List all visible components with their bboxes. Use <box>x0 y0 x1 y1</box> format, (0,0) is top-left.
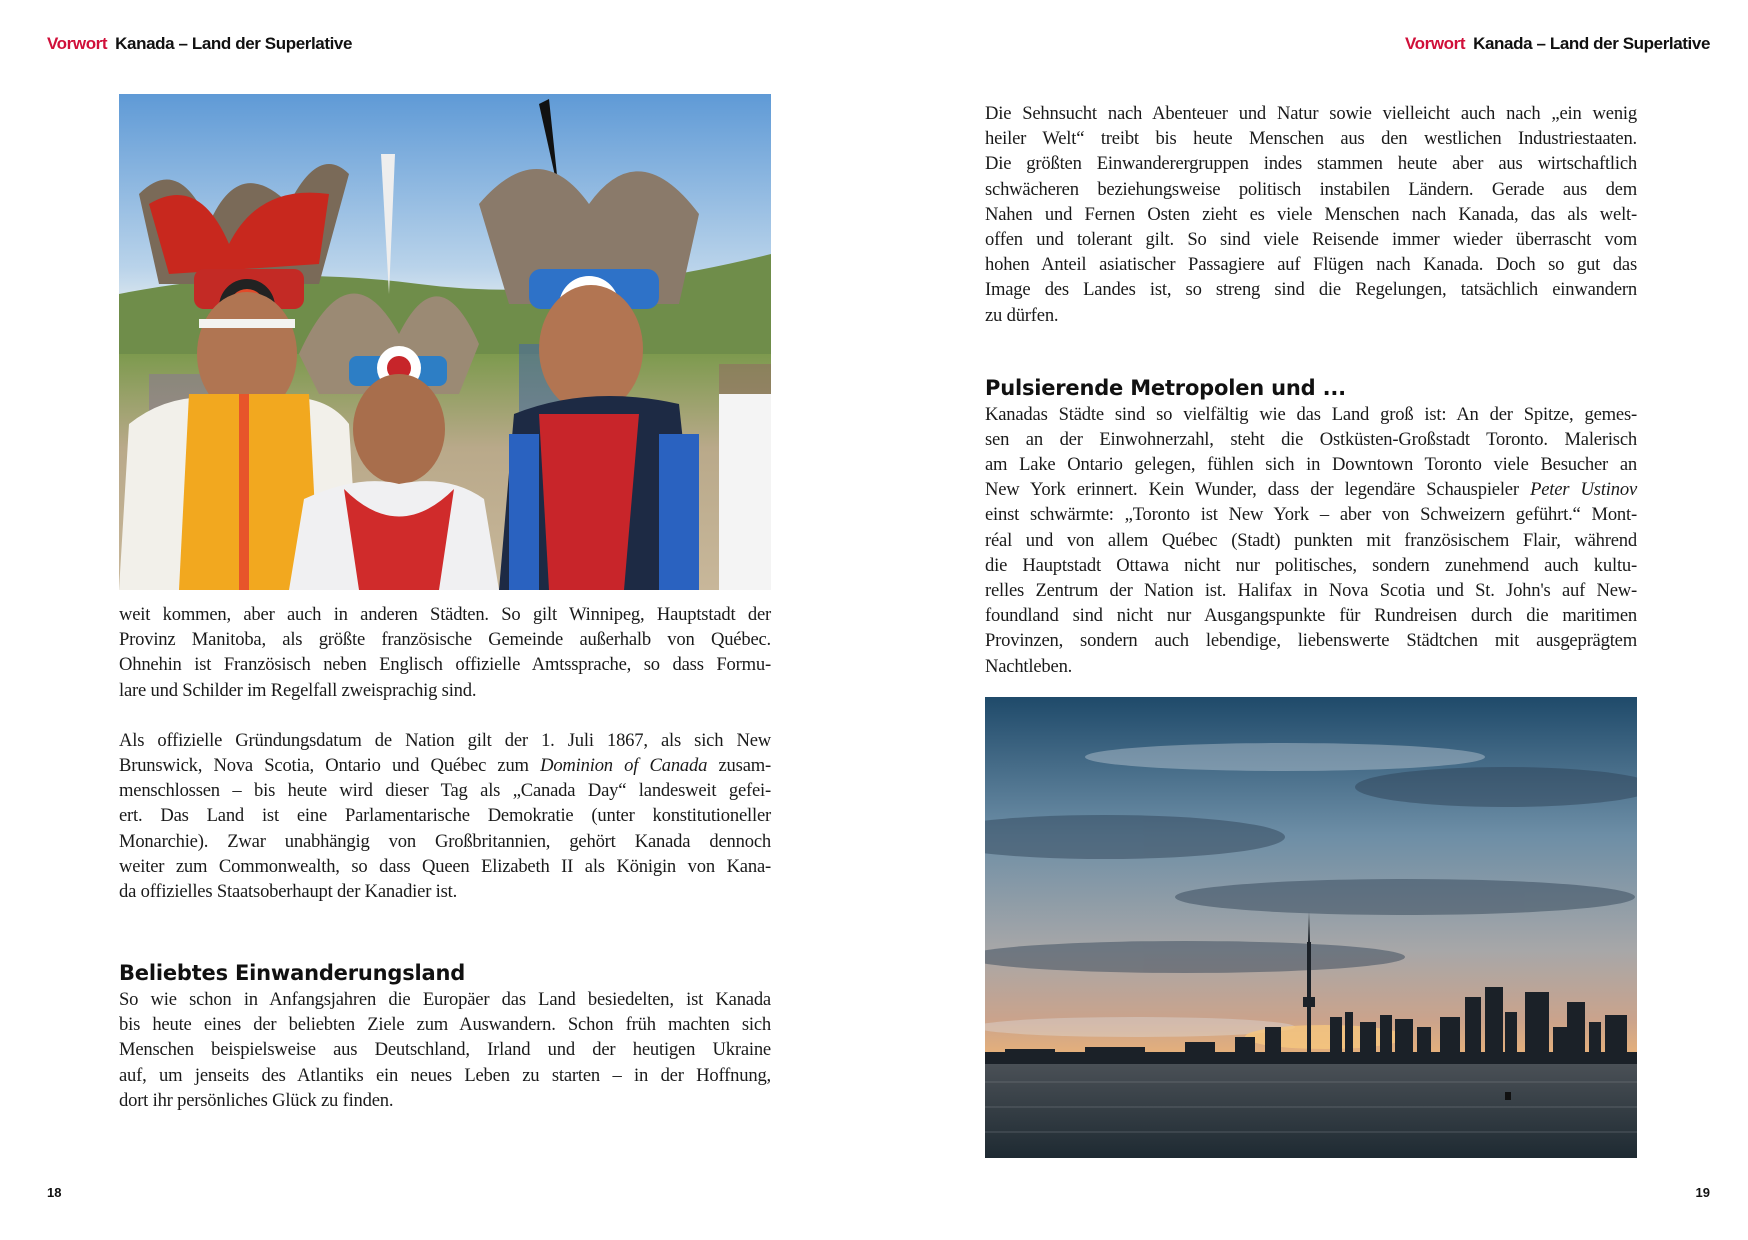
text-line <box>119 627 771 652</box>
text-line <box>119 778 771 803</box>
left-text-column <box>119 602 771 1113</box>
header-title: Kanada – Land der Superlative <box>1473 34 1710 53</box>
text-segment: zu dürfen. <box>985 304 1059 326</box>
text-line <box>119 1088 771 1113</box>
text-segment: schwächeren beziehungsweise politisch instabilen Ländern. Gerade aus dem <box>985 178 1637 200</box>
text-line <box>119 678 771 703</box>
text-line <box>119 854 771 879</box>
text-line <box>119 1063 771 1088</box>
text-line <box>985 528 1637 553</box>
text-line <box>985 402 1637 427</box>
paragraph <box>985 402 1637 679</box>
text-line <box>119 652 771 677</box>
text-line <box>985 101 1637 126</box>
text-segment: dort ihr persönliches Glück zu finden. <box>119 1089 394 1111</box>
text-segment: weiter zum Commonwealth, so dass Queen Elizabeth II als Königin von Kana- <box>119 855 771 877</box>
text-line <box>985 502 1637 527</box>
text-segment: réal und von allem Québec (Stadt) punkten mit französischem Flair, während <box>985 529 1637 551</box>
running-header-left <box>47 34 352 54</box>
paragraph <box>985 101 1637 328</box>
text-segment: New York erinnert. Kein Wunder, dass der legendäre Schauspieler <box>985 479 1531 501</box>
page-number-right: 19 <box>1695 1185 1710 1200</box>
running-header-right <box>1405 34 1710 54</box>
section-heading: Beliebtes Einwanderungsland <box>119 961 466 986</box>
text-segment: hohen Anteil asiatischer Passagiere auf Flügen nach Kanada. Doch so gut das <box>985 254 1637 276</box>
text-line <box>119 728 771 753</box>
text-segment: am Lake Ontario gelegen, fühlen sich in Downtown Toronto viele Besucher an <box>985 454 1637 476</box>
text-segment: menschlossen – bis heute wird dieser Tag als „Canada Day“ landesweit gefei- <box>119 780 771 802</box>
text-line <box>119 987 771 1012</box>
right-text-column <box>985 101 1637 679</box>
header-title: Kanada – Land der Superlative <box>115 34 353 53</box>
text-line <box>119 602 771 627</box>
text-segment: Nachtleben. <box>985 655 1073 677</box>
text-line <box>985 252 1637 277</box>
text-segment: da offizielles Staatsoberhaupt der Kanadier ist. <box>119 880 458 902</box>
text-segment: Kanadas Städte sind so vielfältig wie das Land groß ist: An der Spitze, gemes- <box>985 403 1637 425</box>
text-line <box>119 753 771 778</box>
text-line <box>119 879 771 904</box>
text-segment: ert. Das Land ist eine Parlamentarische Demokratie (unter konstitutioneller <box>119 805 771 827</box>
text-line <box>985 578 1637 603</box>
text-segment: Provinz Manitoba, als größte französische Gemeinde außerhalb von Québec. <box>119 629 771 651</box>
text-line <box>119 1037 771 1062</box>
text-line <box>119 829 771 854</box>
header-section: Vorwort <box>47 34 108 53</box>
text-line <box>985 277 1637 302</box>
paragraph <box>119 987 771 1113</box>
text-segment: relles Zentrum der Nation ist. Halifax in Nova Scotia und St. John's auf New- <box>985 580 1637 601</box>
italic-text: Peter Ustinov <box>1530 479 1638 501</box>
text-segment: einst schwärmte: „Toronto ist New York – aber von Schweizern geführt.“ Mont- <box>985 504 1637 526</box>
text-segment: Ohnehin ist Französisch neben Englisch offizielle Amtssprache, so dass Formu- <box>119 654 771 676</box>
text-segment: So wie schon in Anfangsjahren die Europäer das Land besiedelten, ist Kanada <box>119 989 771 1011</box>
text-segment: Image des Landes ist, so streng sind die Regelungen, tatsächlich einwandern <box>985 279 1637 301</box>
photo-indigenous-children-powwow <box>119 94 771 590</box>
section-heading: Pulsierende Metropolen und ... <box>985 375 1346 400</box>
text-segment: Monarchie). Zwar unabhängig von Großbritannien, gehört Kanada dennoch <box>119 830 771 852</box>
text-segment: die Hauptstadt Ottawa nicht nur politisches, sondern zunehmend auch kultu- <box>985 554 1637 576</box>
text-segment: Menschen beispielsweise aus Deutschland, Irland und der heutigen Ukraine <box>119 1039 771 1061</box>
text-segment: Die Sehnsucht nach Abenteuer und Natur sowie vielleicht auch nach „ein wenig <box>985 103 1637 124</box>
text-segment: Nahen und Fernen Osten zieht es viele Menschen nach Kanada, das als welt- <box>985 203 1637 225</box>
text-segment: Brunswick, Nova Scotia, Ontario und Québec zum <box>119 754 541 776</box>
italic-text: Dominion of Canada <box>540 754 708 776</box>
text-segment: bis heute eines der beliebten Ziele zum Auswandern. Schon früh machten sich <box>119 1014 771 1036</box>
text-line <box>985 628 1637 653</box>
text-segment: sen an der Einwohnerzahl, steht die Ostküsten-Großstadt Toronto. Malerisch <box>985 428 1637 450</box>
text-segment: auf, um jenseits des Atlantiks ein neues Leben zu starten – in der Hoffnung, <box>119 1064 771 1086</box>
page-number-left: 18 <box>47 1185 62 1200</box>
photo-toronto-skyline-sunset <box>985 697 1637 1158</box>
text-line <box>985 553 1637 578</box>
text-segment: Die größten Einwanderergruppen indes stammen heute aber aus wirtschaftlich <box>985 153 1637 175</box>
text-line <box>985 202 1637 227</box>
text-segment: lare und Schilder im Regelfall zweisprachig sind. <box>119 679 477 701</box>
text-line <box>985 477 1637 502</box>
paragraph <box>119 602 771 703</box>
text-line <box>119 803 771 828</box>
text-segment: heiler Welt“ treibt bis heute Menschen aus den westlichen Industriestaaten. <box>985 128 1637 150</box>
text-line <box>985 177 1637 202</box>
text-segment: weit kommen, aber auch in anderen Städten. So gilt Winnipeg, Hauptstadt der <box>119 604 771 625</box>
text-segment: zusam- <box>707 754 771 776</box>
text-segment: Als offizielle Gründungsdatum de Nation gilt der 1. Juli 1867, als sich New <box>119 729 771 751</box>
text-line <box>985 303 1637 328</box>
text-line <box>985 151 1637 176</box>
text-segment: offen und tolerant gilt. So sind viele Reisende immer wieder überrascht vom <box>985 228 1637 250</box>
header-section: Vorwort <box>1404 34 1466 53</box>
text-line <box>985 126 1637 151</box>
text-segment: Provinzen, sondern auch lebendige, liebenswerte Städtchen mit ausgeprägtem <box>985 630 1637 652</box>
text-line <box>985 603 1637 628</box>
paragraph <box>119 728 771 904</box>
text-line <box>985 654 1637 679</box>
text-line <box>985 227 1637 252</box>
text-line <box>985 452 1637 477</box>
text-line <box>985 427 1637 452</box>
text-segment: foundland sind nicht nur Ausgangspunkte für Rundreisen durch die maritimen <box>985 605 1637 627</box>
text-line <box>119 1012 771 1037</box>
